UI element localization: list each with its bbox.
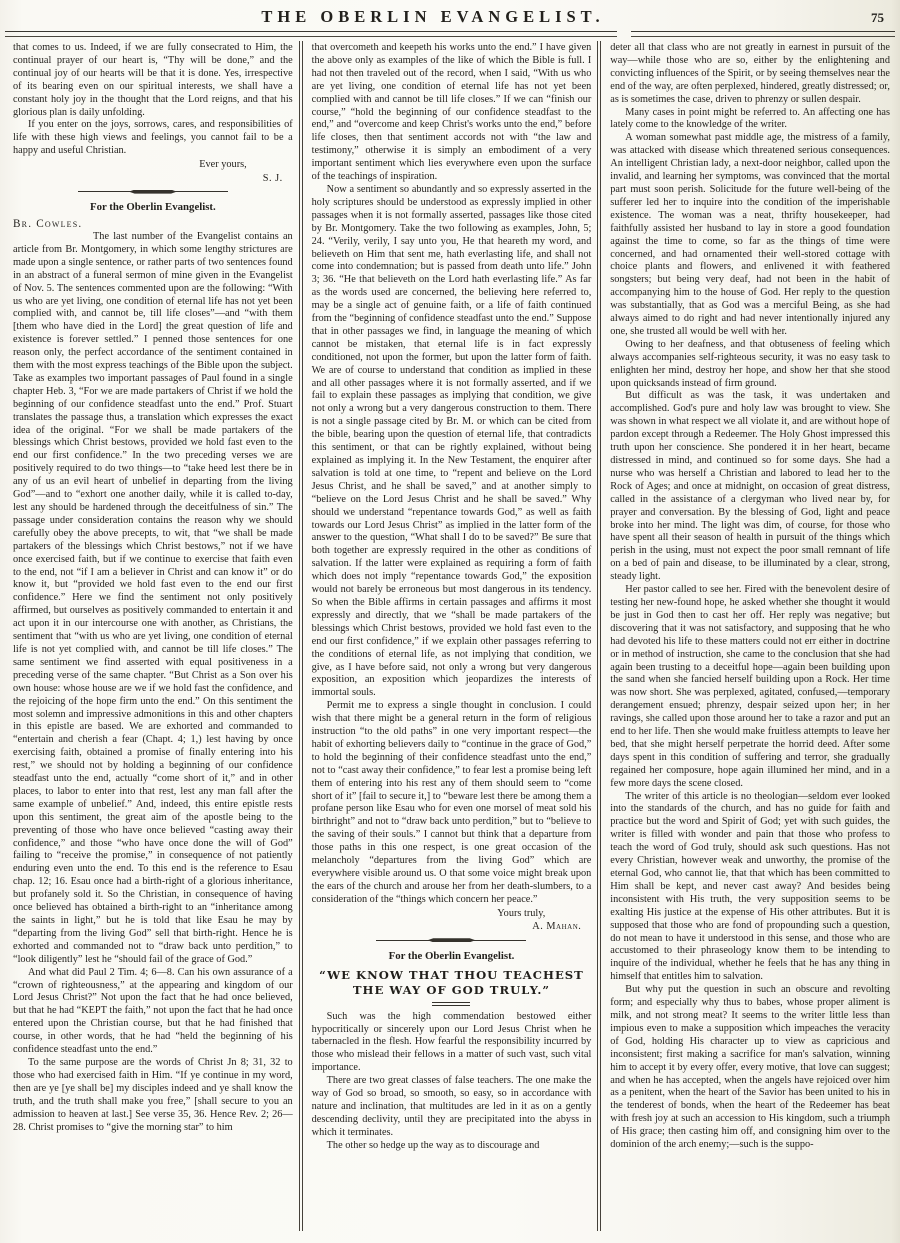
masthead	[0, 0, 900, 28]
section-heading: For the Oberlin Evangelist.	[89, 201, 216, 214]
masthead-rule	[5, 31, 895, 37]
paragraph: But difficult as was the task, it was undertaken and accomplished. God's pure and holy law was brought to view. She was shown in what respect we all violate it, and are without hope of pardon except through a Redeemer. The Holy Ghost impressed this truth upon her conscience. She pondered it in her heart, became distressed in mind, and continued so for some days. She had a nurse who was herself a Christian and labored to lead her to the Rock of Ages; and once at midnight, on occasion of great distress, called in the assistance of a clergyman who lived near by, for prayer and conversation. By the blessing of God, light and peace broke into her mind. The light was dim, of course, for those who have spent all their season of health in pursuit of the things which perish in the using, must not expect the poor small remnant of life on a bed of pain and disease, to be illuminated by a clear, strong, steady light.	[610, 390, 890, 583]
paragraph: If you enter on the joys, sorrows, cares, and responsibilities of life with these high views and feelings, you cannot fail to be a happy and useful Christian.	[13, 119, 293, 157]
paragraph: A woman somewhat past middle age, the mistress of a family, was attacked with disease which threatened serious consequences. An intelligent Christian lady, a next-door neighbor, called upon the invalid, and learning her symptoms, was convinced that the mortal part must soon perish. Solicitude for the future well-being of the sufferer led her to inquire into the condition of the imperishable existence. The woman was a neat, thrifty housekeeper, had faithfully assisted her husband to lay in store a good foundation against the time to come, so far as the things of time were concerned, and had ornamented their well-stored cottage with choice plants and flowers, and enlivened it with feathered songsters; but being very deaf, had not been in the habit of accompanying him to the house of God. Her reply to the question was substantially, that as God was a merciful Being, as she had always aimed to do right and had never intentionally injured any one, she trusted all would be well with her.	[610, 132, 890, 337]
paragraph: that comes to us. Indeed, if we are fully consecrated to Him, the continual prayer of our heart is, “Thy will be done,” and the continual joy of our hearts will be that it is done. Yes, irrespective of its bearing even on our spiritual interests, we shall have a constant holy joy in the thought that the Lord reigns, and that his glorious plan is daily unfolding.	[13, 42, 293, 118]
signature-closing: Yours truly,	[497, 907, 546, 919]
paragraph: deter all that class who are not greatly in earnest in pursuit of the way—while those who are so, either by the enlightening and convicting influences of the Spirit, or by seeing themselves near the end of the way, are often perplexed, hindered, greatly distressed; or, as is sometimes the case, driven to phrenzy or sullen despair.	[610, 42, 890, 105]
paragraph: that overcometh and keepeth his works unto the end.” I have given the above only as examples of the like of which the Bible is full. I had not then traveled out of the record, when I said, “With us who are yet living, one condition of eternal life has not yet been complied with and cannot be till life closes.” If we can “finish our course,” “hold the beginning of our confidence steadfast to the end,” and “overcome and keep Christ's works unto the end,” before life closes, then that sentiment accords not with “the law and testimony,” otherwise it is simply an embodiment of a very important sentiment which lies everywhere even upon the surface of the teachings of inspiration.	[311, 42, 592, 183]
column-1	[5, 41, 298, 1231]
section-heading: For the Oberlin Evangelist.	[388, 949, 515, 962]
article-divider	[312, 934, 592, 947]
signature-name: S. J.	[262, 172, 283, 184]
signature	[312, 907, 592, 934]
paragraph: Permit me to express a single thought in conclusion. I could wish that there might be a general return in the form of religious instruction “to the old paths” in one very important respect—the habit of exhorting believers daily to “continue in the grace of God,” to hold the beginning of their confidence steadfast unto the end,” not to “cast away their confidence,” to fear lest a promise being left them of entering into his rest any of them should seem to “come short of it” [fail to secure it,] to “beware lest there be among them a profane person like Esau who for even one morsel of meat sold his birthright” and not to “draw back unto perdition,” but to “believe to the saving of their souls.” I cannot but think that a departure from those paths in this one respect, is one great occasion of the melancholy “departures from the living God” which are everywhere visible around us. O that some voice might break upon the ears of the church and arouse her from her death-slumbers, to a consideration of the “things which concern her peace.”	[311, 700, 592, 905]
article-divider	[13, 185, 293, 198]
column-3	[602, 41, 895, 1231]
divider-rule	[78, 191, 228, 192]
page-title: THE OBERLIN EVANGELIST.	[261, 7, 605, 26]
article-title: “WE KNOW THAT THOU TEACHEST THE WAY OF GOD TRULY.”	[314, 968, 590, 1006]
paragraph: Now a sentiment so abundantly and so expressly asserted in the holy scriptures should be understood as expressly implied in other passages when it is not formally asserted, passages like those cited by Br. Montgomery. Take the two following as examples, John, 5; 24. “Verily, verily, I say unto you, He that heareth my word, and believeth on Him that sent me, hath everlasting life, and shall not come into condemnation; but is passed from death unto life.” John 3; 36. “He that believeth on the Lord hath everlasting life.” As far as the words used are concerned, the believing here referred to, may be a single act of genuine faith, or a life of faith continued from the “beginning of confidence steadfast unto the end.” Suppose that in other passages we find, in language the meaning of which cannot be mistaken, that eternal life is in fact expressly conditioned, not upon the former, but upon the latter form of faith. We are of course to understand that condition as implied in these and all other passages where it is not formally asserted, and if we fail to explain these passages as implying that condition, we give not only a wrong but a very dangerous construction to them. There is not a single passage cited by Br. M. or which can be cited from the bible, bearing upon the question of eternal life, that contradicts this sentiment, or that can be rightly explained, without being explained as implying it. In the New Testament, the enquirer after salvation is told at one time, to “repent and believe on the Lord Jesus Christ, and he shall be saved,” and at another simply to “believe on the Lord Jesus Christ and he shall be saved.” Why should we understand “repentance towards God,” as well as faith towards our Lord Jesus Christ” as implied in the latter form of the answer to the question, “What shall I do to be saved?” Be sure that both together are expressly required in the other as conditions of salvation. If the latter were explained as requiring a form of faith which does not imply “repentance towards God,” the exposition would not barely be erroneous but most dangerous in its tendency. So when the Bible affirms in certain passages and affirms it most expressly and directly, that we “shall be made partakers of the blessings which Christ bestows, provided we hold fast even to the end our first confidence,” if we explain other passages referring to the conditions of eternal life, as not implying that condition, we give, as I have before said, not only a wrong but very dangerous exposition, an exposition which jeopardizes the interests of immortal souls.	[311, 183, 592, 699]
signature	[13, 158, 293, 185]
paragraph: To the same purpose are the words of Christ Jn 8; 31, 32 to those who had exercised faith in Him. “If ye continue in my word, then are ye [ye shall be] my disciples indeed and ye shall know the truth, and the truth shall make you free,” [shall secure to you an admission to heaven at last.] See verse 35, 36. Hence Rev. 2; 26—28. Christ promises to “give the morning star” to him	[13, 1056, 293, 1133]
paragraph: But why put the question in such an obscure and revolting form; and especially why thus to babes, whose proper aliment is milk, and not strong meat? It seems to the writer little less than impious even to make a supposition which impeaches the veracity of God, holding His character up to view as capricious and inconsistent; first making a sacrifice for man's salvation, winning him to accept it by every offer, every motive, that love can suggest; and when he has accepted, when the angels have rejoiced over him as a penitent, when the heart of the Savior has been united to his in the tenderest of bonds, when the heart of the Redeemer has beat with fresh joy at such an accession to His kingdom, such a triumph of His grace; then casting him off, and consigning him over to the dominion of the arch enemy;—such is the suppo-	[610, 984, 890, 1151]
paragraph: The last number of the Evangelist contains an article from Br. Montgomery, in which some lengthy strictures are made upon a single sentence, or rather parts of two sentences found in an abstract of a funeral sermon of mine given in the Evangelist of Nov. 5. The sentences commented upon are the following: “With us who are yet living, one condition of eternal life has not yet been complied with, and cannot be, till life closes”—and “with them [them who have died in the Lord] the great question of life and existence is forever settled.” I penned those sentences for one reason only, the perfect accordance of the sentiment contained in them with the most express teachings of the Bible upon the subject. Take as examples two important passages of Paul found in a single chapter Heb. 3, “For we are made partakers of Christ if we hold the beginning of our confidence steadfast unto the end.” Prof. Stuart translates the passage thus, a translation which expresses the exact idea of the original. “For we shall be made partakers of the blessings which Christ bestows, provided we hold fast even to the end our first confidence.” In the two preceding verses we are positively required to do two things—to “take heed lest there be in any of us an evil heart of unbelief in departing from the living God”—and to “exhort one another daily, while it is called to-day, lest any should be hardened through the deceitfulness of sin.” The passage under consideration contains the reason why we should carefully obey the above precepts, to wit, that “we shall be made partakers of the blessings which Christ bestows,” not if we have once exercised faith, but if we continue to exercise that faith even to the end, not “if I am a believer in Christ and can know it” or do know it, but “provided we hold fast even to the end our first confidence.” Here we find the sentiment not only positively affirmed, but ourselves as positively commanded to entertain it and act upon it in our intercourse one with another, as Christians, the sentiment that “with us who are yet living, one condition of eternal life is not yet complied with, and cannot be till life closes.” The same sentiment we find asserted with equal positiveness in a preceding verse of the same chapter. “But Christ as a Son over his own house: whose house are we if we hold fast the confidence, and the rejoicing of the hope firm unto the end.” On this sentiment the most solemn and impressive admonitions in this and other chapters in this epistle are based. We are exhorted and commanded to “entertain and cherish a fear (Chapt. 4; 1,) lest having by once exercising faith, obtained a promise of finally entering into his rest,” we should not by holding a beginning of our confidence steadfast unto the end, actually “come short of it,” and in other places, to labor to enter into that rest, lest any man fall after the same example of unbelief.” And, indeed, this entire epistle rests upon this sentiment, the great aim of the apostle being to the preventing of those who have once believed “casting away their confidence,” and those “who have once done the will of God” failing to “receive the promise,” in consequence of not patiently enduring even unto the end. To this end is the reference to Esau chap. 12; 16. Esau once had a birth-right of a glorious inheritance, but profanely sold it. So the Christian, in consequence of having once believed has obtained a birth-right to an “inheritance among the saints in light,” but he is told that like Esau he may by “departing from the living God” sell that birth-right. Hence he is exhorted and commanded not to “draw back unto perdition,” to “look diligently” lest he “should fail of the grace of God.”	[13, 230, 293, 965]
paragraph: The other so hedge up the way as to discourage and	[326, 1139, 540, 1151]
paragraph: Owing to her deafness, and that obtuseness of feeling which always accompanies self-righteous security, it was no easy task to enlighten her mind, destroy her hope, and show her that she stood upon quicksands instead of firm ground.	[610, 338, 890, 389]
signature-closing: Ever yours,	[199, 159, 247, 171]
signature-name: A. Mahan.	[532, 921, 582, 933]
paragraph: The writer of this article is no theologian—seldom ever looked into the standards of the church, and has no guide for faith and practice but the word and Spirit of God; yet with such guides, the writer is filled with wonder and pain that those who profess to teach the word of God truly, should ask such questions. Has not every Christian, however weak and unworthy, the promise of the eternal God, who cannot lie, that that which has been committed to Him shall be kept, and never cast away? And besides being inconsistent with His truth, the very supposition seems to be exalting His justice at the expense of His other attributes. But it is supposed that those who are fond of propounding such a question, do not mean to have it understood in this sense, and those who are accustomed to their phraseology know them to be intending to inquire of the individual, whether he feels that he has any thing in himself that entitles him to salvation.	[610, 790, 890, 983]
column-2	[304, 41, 597, 1231]
page-number: 75	[871, 10, 884, 25]
paragraph: Many cases in point might be referred to. An affecting one has lately come to the knowledge of the writer.	[610, 106, 890, 131]
masthead-rule-left	[5, 31, 617, 37]
paragraph: Such was the high commendation bestowed either hypocritically or sincerely upon our Lord Jesus Christ when he tabernacled in the flesh. How fearful the responsibility incurred by those who mislead their fellows in a matter of such vast, such vital importance.	[311, 1010, 592, 1074]
masthead-rule-right	[631, 31, 895, 37]
salutation: Br. Cowles.	[13, 218, 83, 231]
column-container	[0, 37, 900, 1231]
paragraph: And what did Paul 2 Tim. 4; 6—8. Can his own assurance of a “crown of righteousness,” at the appearing and kingdom of our Lord Jesus Christ?” Not upon the fact that he had once believed, but that he had “KEPT the faith,” not upon the fact that he had once entered upon the Christian course, but that he had finished that course, in other words, that he had “held the beginning of his confidence steadfast unto the end.”	[13, 966, 293, 1056]
paragraph: There are two great classes of false teachers. The one make the way of God so broad, so smooth, so easy, so in accordance with nature and inclination, that multitudes are led in it as on a gently descending declivity, until they are precipitated into the abyss in which it terminates.	[311, 1075, 592, 1138]
column-rule	[299, 41, 303, 1231]
column-rule	[597, 41, 601, 1231]
paragraph: Her pastor called to see her. Fired with the benevolent desire of testing her new-found hope, he asked whether she thought it would be just in God then to cast her off. Her reply was negative; but discovering that it was not satisfactory, and supposing that he who had devoted his life to these matters could not err either in doctrine or in method of instruction, she came to the conclusion that she had again been trusting to a deceitful hope—again been building upon the sand when she fancied herself building upon a Rock. Her time was now short. She was perplexed, agitated, confused,—temporary derangement ensued; phrenzy, despair seized upon her; in her ravings, she called upon those around her to take a razor and put an end to her life. Then she would make fruitless attempts to leave her bed, that she might herself perpetrate the horrid deed. After some days spent in this condition of suffering and terror, she gradually regained her composure, hope again illumined her mind, and in a few more days the scene closed.	[610, 584, 890, 789]
divider-rule	[376, 940, 526, 941]
